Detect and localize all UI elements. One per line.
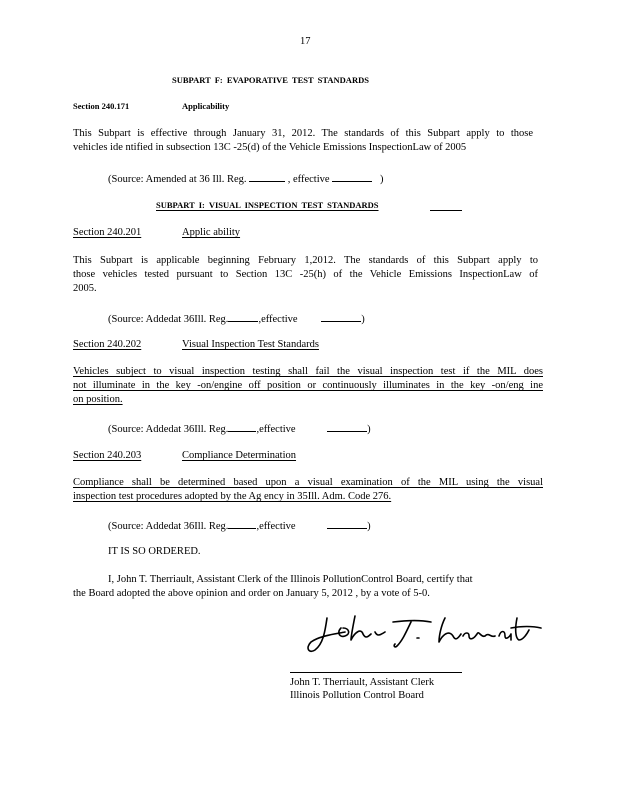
- blank-reg: [228, 518, 256, 529]
- signature-line: [290, 672, 462, 673]
- blank-effective: [332, 171, 372, 182]
- section-240-202-title: Visual Inspection Test Standards: [182, 339, 319, 350]
- page-number: 17: [300, 36, 311, 47]
- heading-underline-extension: [430, 210, 462, 211]
- section-240-171-line-2: vehicles ide ntified in subsection 13C -25(d) of the Vehicle Emissions InspectionLaw of 2005: [73, 142, 467, 153]
- section-240-202-line-1: Vehicles subject to visual inspection testing shall fail the visual inspection test if the MIL does: [73, 366, 543, 377]
- section-240-203-number: Section 240.203: [73, 450, 142, 461]
- section-240-201-line-1: This Subpart is applicable beginning February 1,2012. The standards of this Subpart apply to: [73, 255, 538, 266]
- subpart-i-heading: SUBPART I: VISUAL INSPECTION TEST STANDARDS: [156, 200, 379, 210]
- blank-reg: [228, 311, 258, 322]
- source-note-240-171: (Source: Amended at 36 Ill. Reg. , effective ): [108, 171, 384, 185]
- source-note-240-201: (Source: Addedat 36Ill. Reg. ,effective ): [108, 311, 365, 325]
- section-240-202-number: Section 240.202: [73, 339, 142, 350]
- order-statement: IT IS SO ORDERED.: [108, 546, 201, 557]
- section-240-201-line-2: those vehicles tested pursuant to Section 13C -25(h) of the Vehicle Emissions InspectionLaw of: [73, 269, 538, 280]
- signatory-name: John T. Therriault, Assistant Clerk: [290, 677, 435, 688]
- section-240-203-line-2: inspection test procedures adopted by the Ag ency in 35Ill. Adm. Code 276.: [73, 491, 392, 502]
- source-note-240-202: (Source: Addedat 36Ill. Reg. ,effective ): [108, 421, 371, 435]
- blank-reg: [249, 171, 285, 182]
- signatory-organization: Illinois Pollution Control Board: [290, 690, 424, 701]
- subpart-f-heading: SUBPART F: EVAPORATIVE TEST STANDARDS: [172, 75, 369, 85]
- certify-line-1: I, John T. Therriault, Assistant Clerk of the Illinois PollutionControl Board, certify that: [108, 574, 473, 585]
- section-240-171-line-1: This Subpart is effective through January 31, 2012. The standards of this Subpart apply to those: [73, 128, 533, 139]
- source-note-240-203: (Source: Addedat 36Ill. Reg. ,effective ): [108, 518, 371, 532]
- section-240-201-line-3: 2005.: [73, 283, 97, 294]
- section-240-203-title: Compliance Determination: [182, 450, 297, 461]
- section-240-201-number: Section 240.201: [73, 227, 142, 238]
- blank-reg: [228, 421, 256, 432]
- section-240-203-line-1: Compliance shall be determined based upon a visual examination of the MIL using the visual: [73, 477, 543, 488]
- section-240-171-number: Section 240.171: [73, 101, 130, 111]
- section-240-201-title: Applic ability: [182, 227, 241, 238]
- blank-effective: [327, 518, 367, 529]
- section-240-202-line-3: on position.: [73, 394, 123, 405]
- section-240-171-title: Applicability: [182, 101, 230, 111]
- blank-effective: [327, 421, 367, 432]
- certify-line-2: the Board adopted the above opinion and order on January 5, 2012 , by a vote of 5-0.: [73, 588, 430, 599]
- blank-effective: [321, 311, 361, 322]
- section-240-202-line-2: not illuminate in the key -on/engine off position or continuously illuminates in the key -on/eng ine: [73, 380, 543, 391]
- handwritten-signature: [305, 610, 545, 660]
